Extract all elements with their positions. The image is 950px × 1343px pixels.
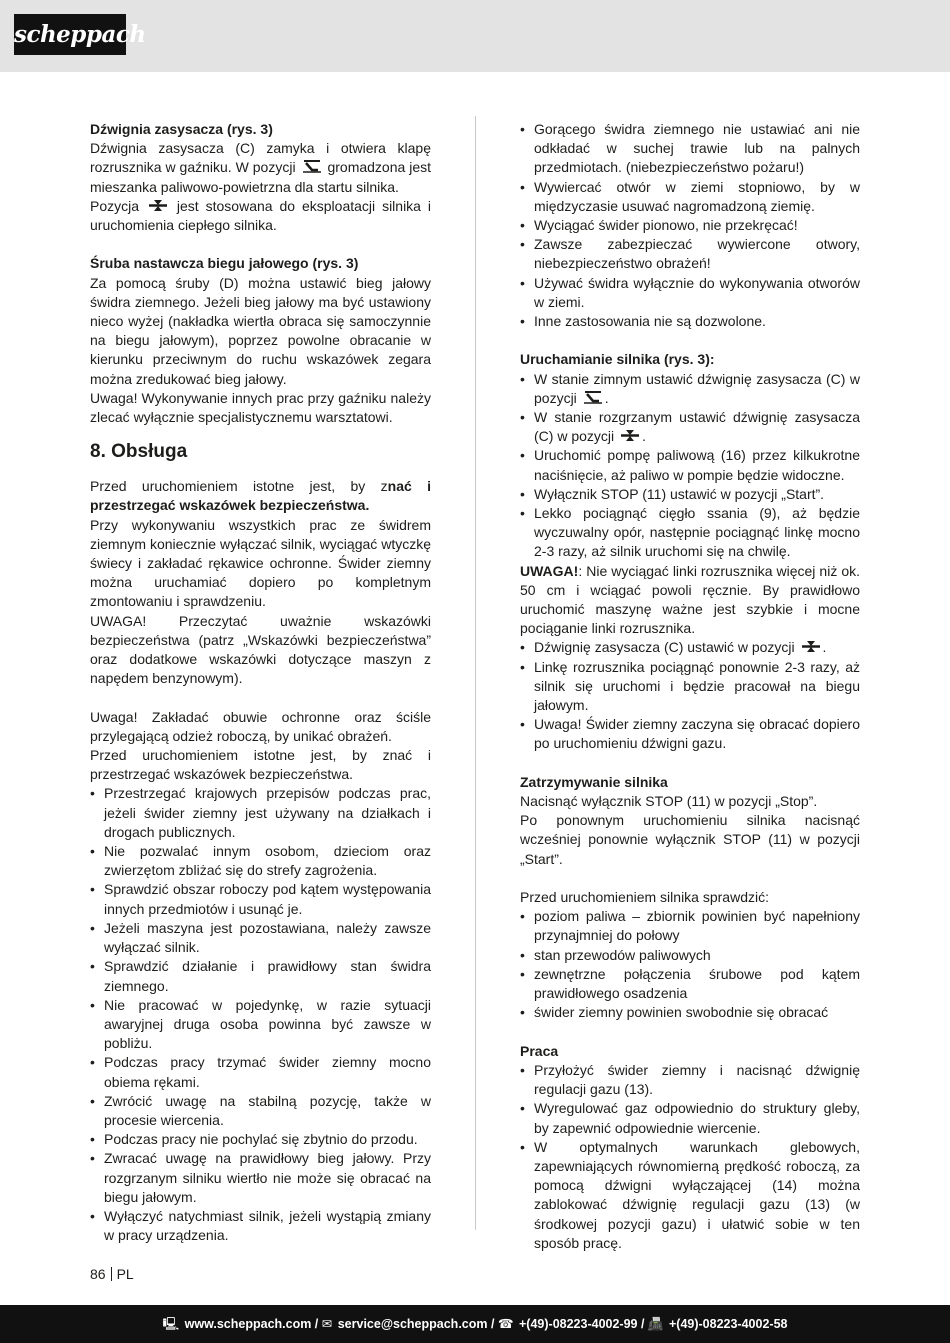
operation-paragraph-2: Przy wykonywaniu wszystkich prac ze świdrem ziemnym koniecznie wyłączać silnik, wyciągać wtyczkę świecy i zakładać rękawice ochronne. Świder ziemny można uruchamiać dopiero po kompletnym zmontowaniu i sprawdzeniu.	[90, 516, 431, 610]
footer-bar	[0, 1305, 950, 1343]
list-item: • Przyłożyć świder ziemny i nacisnąć dźwignię regulacji gazu (13).	[520, 1061, 860, 1099]
choke-closed-icon	[302, 160, 322, 173]
list-item: • W optymalnych warunkach glebowych, zapewniających równomierną prędkość roboczą, za pomocą dźwigni wyłączającej (14) można zablokować dźwignię regulacji gazu (13) (w środkowej pozycji gazu) i ułatwić sobie w ten sposób pracę.	[520, 1138, 860, 1253]
check-list	[520, 907, 860, 1022]
list-item: • Wywiercać otwór w ziemi stopniowo, by w międzyczasie usuwać nagromadzoną ziemię.	[520, 178, 860, 216]
list-item: • Sprawdzić działanie i prawidłowy stan świdra ziemnego.	[90, 957, 431, 995]
operation-paragraph-3: UWAGA! Przeczytać uważnie wskazówki bezpieczeństwa (patrz „Wskazówki bezpieczeństwa” oraz dodatkowe wskazówki dotyczące maszyn z napędem benzynowym).	[90, 612, 431, 687]
header-bar	[0, 0, 950, 72]
list-item: • Lekko pociągnąć cięgło ssania (9), aż będzie wyczuwalny opór, następnie pociągnąć linkę mocno 2-3 razy, aż silnik uruchomi się na chwilę.	[520, 504, 860, 562]
stop-paragraph-2: Po ponownym uruchomieniu silnika nacisnąć wcześniej ponownie wyłącznik STOP (11) w pozycji „Start”.	[520, 812, 860, 867]
email-link[interactable]: service@scheppach.com /	[337, 1317, 495, 1331]
list-item: • Sprawdzić obszar roboczy pod kątem występowania innych przedmiotów i usunąć je.	[90, 880, 431, 918]
scheppach-logo: scheppach	[14, 14, 126, 55]
website-link[interactable]: www.scheppach.com /	[184, 1317, 319, 1331]
idle-paragraph-2: Uwaga! Wykonywanie innych prac przy gaźniku należy zlecać wyłącznie specjalistycznemu warsztatowi.	[90, 389, 431, 426]
list-item: • Używać świdra wyłącznie do wykonywania otworów w ziemi.	[520, 274, 860, 312]
list-item: • Uruchomić pompę paliwową (16) przez kilkukrotne naciśnięcie, aż paliwo w pompie będzie widoczne.	[520, 446, 860, 484]
list-item: • Wyciągać świder pionowo, nie przekręcać!	[520, 216, 860, 235]
list-item: • Wyregulować gaz odpowiednio do struktury gleby, by zapewnić odpowiednie wiercenie.	[520, 1099, 860, 1137]
start-engine-list-2	[520, 638, 860, 753]
choke-closed-icon	[583, 391, 603, 404]
list-item: • Zawsze zabezpieczać wywiercone otwory, niebezpieczeństwo obrażeń!	[520, 235, 860, 273]
operation-safety-list	[90, 784, 431, 1245]
list-item: • Inne zastosowania nie są dozwolone.	[520, 312, 860, 331]
envelope-icon: ✉	[321, 1317, 333, 1331]
list-item: • Przestrzegać krajowych przepisów podczas prac, jeżeli świder ziemny jest używany na działkach i drogach publicznych.	[90, 784, 431, 842]
list-item: • Dźwignię zasysacza (C) ustawić w pozycji .	[520, 638, 860, 657]
choke-open-icon	[801, 640, 821, 653]
stop-engine-heading: Zatrzymywanie silnika	[520, 773, 668, 790]
list-item: • Podczas pracy trzymać świder ziemny mocno obiema rękami.	[90, 1053, 431, 1091]
phone-number: +(49)-08223-4002-99 /	[519, 1317, 645, 1331]
list-item: • Zwrócić uwagę na stabilną pozycję, także w procesie wiercenia.	[90, 1092, 431, 1130]
list-item: • Jeżeli maszyna jest pozostawiana, należy zawsze wyłączać silnik.	[90, 919, 431, 957]
choke-paragraph-1: Dźwignia zasysacza (C) zamyka i otwiera klapę rozrusznika w gaźniku. W pozycji gromadzona jest mieszanka paliwowo-powietrzna dla startu silnika.	[90, 140, 431, 195]
column-divider	[475, 116, 476, 1230]
start-engine-heading: Uruchamianie silnika (rys. 3):	[520, 351, 715, 368]
fax-number: +(49)-08223-4002-58	[668, 1317, 788, 1331]
choke-open-icon	[148, 199, 168, 212]
list-item: • Gorącego świdra ziemnego nie ustawiać ani nie odkładać w suchej trawie lub na palnych przedmiotach. (niebezpieczeństwo pożaru!)	[520, 120, 860, 178]
fax-icon: 📠	[647, 1317, 664, 1331]
list-item: • Wyłącznik STOP (11) ustawić w pozycji „Start”.	[520, 485, 860, 504]
list-item: • Wyłączyć natychmiast silnik, jeżeli wystąpią zmiany w pracy urządzenia.	[90, 1207, 431, 1245]
right-column	[520, 120, 860, 1253]
list-item: • zewnętrzne połączenia śrubowe pod kątem prawidłowego osadzenia	[520, 965, 860, 1003]
list-item: • Podczas pracy nie pochylać się zbytnio do przodu.	[90, 1130, 431, 1149]
operation-paragraph-4: Uwaga! Zakładać obuwie ochronne oraz ściśle przylegającą odzież roboczą, by unikać obrażeń.	[90, 708, 431, 744]
operation-paragraph-1: Przed uruchomieniem istotne jest, by znać i przestrzegać wskazówek bezpieczeństwa.	[90, 478, 431, 514]
list-item: • poziom paliwa – zbiornik powinien być napełniony przynajmniej do połowy	[520, 907, 860, 945]
list-item: • Nie pracować w pojedynkę, w razie sytuacji awaryjnej druga osoba powinna być zawsze w pobliżu.	[90, 996, 431, 1054]
list-item: • świder ziemny powinien swobodnie się obracać	[520, 1003, 860, 1022]
idle-screw-heading: Śruba nastawcza biegu jałowego (rys. 3)	[90, 255, 359, 272]
choke-paragraph-2: Pozycja jest stosowana do eksploatacji silnika i uruchomienia ciepłego silnika.	[90, 197, 432, 234]
list-item: • Zwracać uwagę na prawidłowy bieg jałowy. Przy rozgrzanym silniku wiertło nie może się obracać na biegu jałowym.	[90, 1149, 431, 1207]
phone-icon: ☎	[497, 1317, 514, 1331]
starter-warning: UWAGA!: Nie wyciągać linki rozrusznika więcej niż ok. 50 cm i wciągać powoli ręcznie. By prawidłowo uruchomić maszynę ważne jest szybkie i mocne pociąganie linki rozrusznika.	[520, 562, 860, 637]
list-item: • Uwaga! Świder ziemny zaczyna się obracać dopiero po uruchomieniu dźwigni gazu.	[520, 715, 860, 753]
list-item: • stan przewodów paliwowych	[520, 946, 860, 965]
work-heading: Praca	[520, 1042, 559, 1059]
stop-paragraph-1: Nacisnąć wyłącznik STOP (11) w pozycji „Stop”.	[520, 793, 818, 810]
choke-open-icon	[620, 429, 640, 442]
list-item: • W stanie rozgrzanym ustawić dźwignię zasysacza (C) w pozycji .	[520, 408, 860, 446]
check-intro: Przed uruchomieniem silnika sprawdzić:	[520, 889, 769, 906]
idle-paragraph-1: Za pomocą śruby (D) można ustawić bieg jałowy świdra ziemnego. Jeżeli bieg jałowy ma być ustawiony nieco wyżej (nakładka wiertła obraca się samoczynnie na biegu jałowym), poprzez powolne obracanie w kierunku przeciwnym do ruchu wskazówek zegara można zredukować bieg jałowy.	[90, 274, 431, 387]
start-engine-list	[520, 370, 860, 562]
section-title: 8. Obsługa	[90, 441, 188, 463]
page-number: 86 PL	[90, 1266, 134, 1282]
list-item: • W stanie zimnym ustawić dźwignię zasysacza (C) w pozycji .	[520, 370, 860, 408]
choke-heading: Dźwignia zasysacza (rys. 3)	[90, 121, 273, 137]
left-column	[90, 120, 431, 1245]
operation-paragraph-5: Przed uruchomieniem istotne jest, by znać i przestrzegać wskazówek bezpieczeństwa.	[90, 747, 431, 783]
work-list	[520, 1061, 860, 1253]
safety-list-continued	[520, 120, 860, 331]
list-item: • Linkę rozrusznika pociągnąć ponownie 2-3 razy, aż silnik się uruchomi i będzie pracował na biegu jałowym.	[520, 658, 860, 716]
list-item: • Nie pozwalać innym osobom, dzieciom oraz zwierzętom zbliżać się do strefy zagrożenia.	[90, 842, 431, 880]
computer-icon: 🖳	[162, 1317, 180, 1331]
